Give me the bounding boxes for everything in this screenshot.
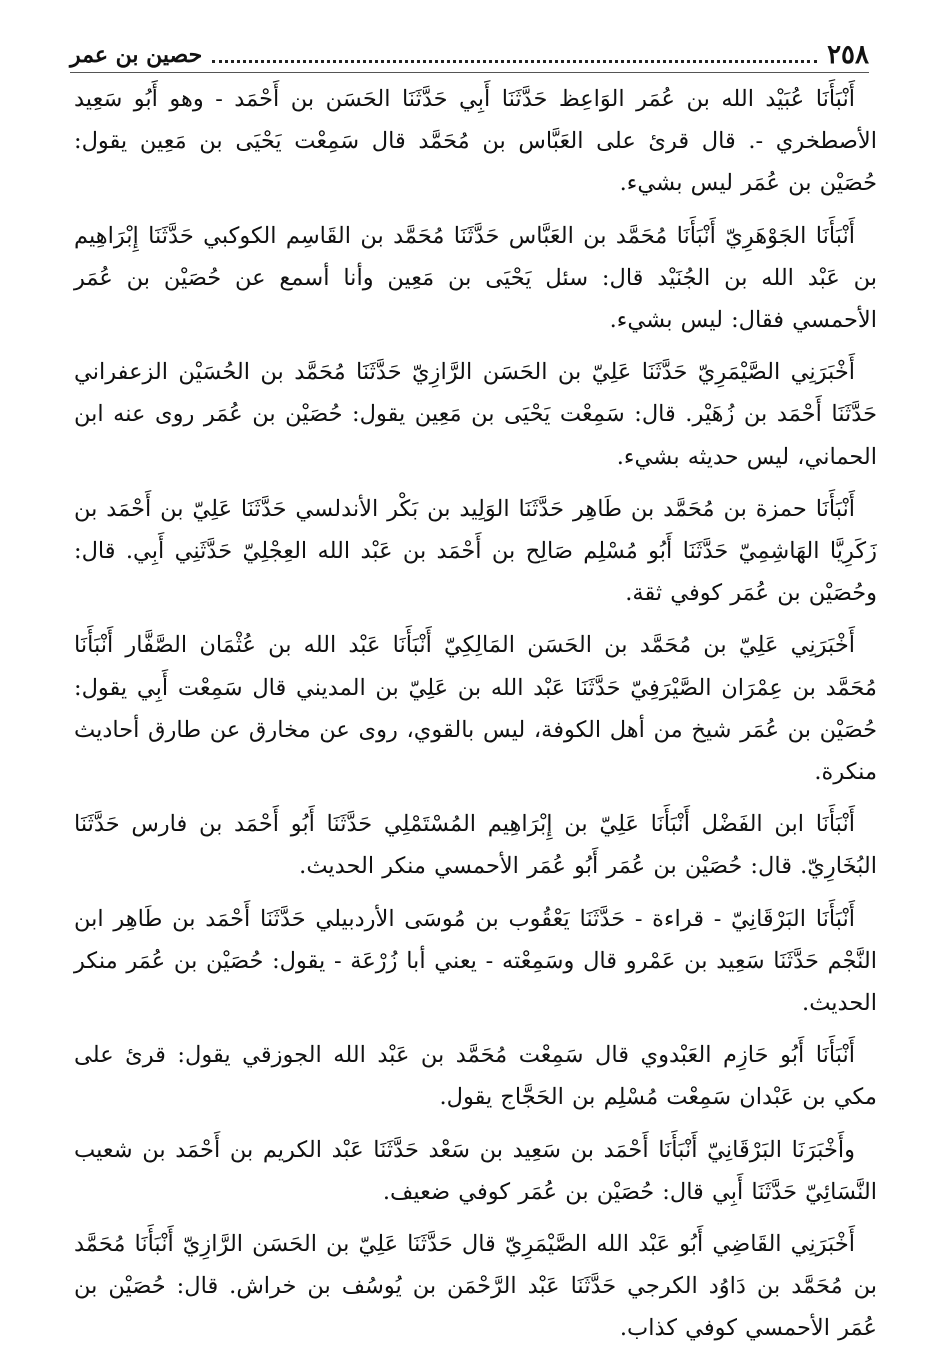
narration-paragraph: أَنْبَأَنَا حمزة بن مُحَمَّد بن طَاهِر حَدَّثَنَا الوَلِيد بن بَكْر الأندلسي حَدَّثَنَا عَلِيّ بن أَحْمَد بن زَكَرِيَّا الهَاشِمِيّ حَدَّثَنَا أَبُو مُسْلِم صَالِح بن أَحْمَد بن عَبْد الله العِجْلِيّ حَدَّثَنِي أَبِي. قال: وحُصَيْن بن عُمَر كوفي ثقة. bbox=[74, 495, 877, 607]
narration-paragraph: أَخْبَرَنِي عَلِيّ بن مُحَمَّد بن الحَسَن المَالِكِيّ أَنْبَأَنَا عَبْد الله بن عُثْمَان الصَّفَّار أَنْبَأَنَا مُحَمَّد بن عِمْرَان الصَّيْرَفِيّ حَدَّثَنَا عَبْد الله بن عَلِيّ بن المديني قال سَمِعْت أَبِي يقول: حُصَيْن بن عُمَر شيخ من أهل الكوفة، ليس بالقوي، روى عن مخارق عن طارق أحاديث منكرة. bbox=[74, 632, 877, 786]
narration-paragraph: أَخْبَرَنِي الصَّيْمَرِيّ حَدَّثَنَا عَلِيّ بن الحَسَن الرَّازِيّ حَدَّثَنَا مُحَمَّد بن الحُسَيْن الزعفراني حَدَّثَنَا أَحْمَد بن زُهَيْر. قال: سَمِعْت يَحْيَى بن مَعِين يقول: حُصَيْن بن عُمَر روى عنه ابن الحماني، ليس حديثه بشيء. bbox=[74, 359, 877, 470]
narration-paragraph: أَنْبَأَنَا الجَوْهَرِيّ أَنْبَأَنَا مُحَمَّد بن العَبَّاس حَدَّثَنَا مُحَمَّد بن القَاسِم الكوكبي حَدَّثَنَا إِبْرَاهِيم بن عَبْد الله بن الجُنَيْد قال: سئل يَحْيَى بن مَعِين وأنا أسمع عن حُصَيْن بن عُمَر الأحمسي فقال: ليس بشيء. bbox=[74, 222, 877, 334]
narration-paragraph: أَخْبَرَنِي القَاضِي أَبُو عَبْد الله الصَّيْمَرِيّ قال حَدَّثَنَا عَلِيّ بن الحَسَن الرَّازِيّ أَنْبَأَنَا مُحَمَّد بن مُحَمَّد بن دَاوُد الكرجي حَدَّثَنَا عَبْد الرَّحْمَن بن يُوسُف بن خراش. قال: حُصَيْن بن عُمَر الأحمسي كوفي كذاب. bbox=[74, 1231, 877, 1342]
running-header bbox=[70, 38, 869, 73]
page-number: ٢٥٨ bbox=[827, 40, 869, 70]
running-title: حصين بن عمر bbox=[70, 42, 203, 68]
narration-paragraph: أَنْبَأَنَا أَبُو حَازِم العَبْدوي قال سَمِعْت مُحَمَّد بن عَبْد الله الجوزقي يقول: قرئ على مكي بن عَبْدان سَمِعْت مُسْلِم بن الحَجَّاج يقول. bbox=[74, 1042, 877, 1111]
dotted-leader bbox=[212, 48, 817, 63]
narration-paragraph: أَنْبَأَنَا عُبَيْد الله بن عُمَر الوَاعِظ حَدَّثَنَا أَبِي حَدَّثَنَا الحَسَن بن أَحْمَد - وهو أَبُو سَعِيد الأصطخري -. قال قرئ على العَبَّاس بن مُحَمَّد قال سَمِعْت يَحْيَى بن مَعِين يقول: حُصَيْن بن عُمَر ليس بشيء. bbox=[74, 86, 877, 197]
narration-paragraph: أَنْبَأَنَا البَرْقَانِيّ - قراءة - حَدَّثَنَا يَعْقُوب بن مُوسَى الأردبيلي حَدَّثَنَا أَحْمَد بن طَاهِر ابن النَّجْم حَدَّثَنَا سَعِيد بن عَمْرو قال وسَمِعْته - يعني أبا زُرْعَة - يقول: حُصَيْن بن عُمَر منكر الحديث. bbox=[74, 905, 877, 1017]
page-body bbox=[74, 78, 877, 1360]
narration-paragraph: وأَخْبَرَنَا البَرْقَانِيّ أَنْبَأَنَا أَحْمَد بن سَعِيد بن سَعْد حَدَّثَنَا عَبْد الكريم بن أَحْمَد بن شعيب النَّسَائِيّ حَدَّثَنَا أَبِي قال: حُصَيْن بن عُمَر كوفي ضعيف. bbox=[74, 1136, 877, 1205]
narration-paragraph: أَنْبَأَنَا ابن الفَضْل أَنْبَأَنَا عَلِيّ بن إِبْرَاهِيم المُسْتَمْلِي حَدَّثَنَا أَبُو أَحْمَد بن فارس حَدَّثَنَا البُخَارِيّ. قال: حُصَيْن بن عُمَر أَبُو عُمَر الأحمسي منكر الحديث. bbox=[74, 811, 877, 880]
